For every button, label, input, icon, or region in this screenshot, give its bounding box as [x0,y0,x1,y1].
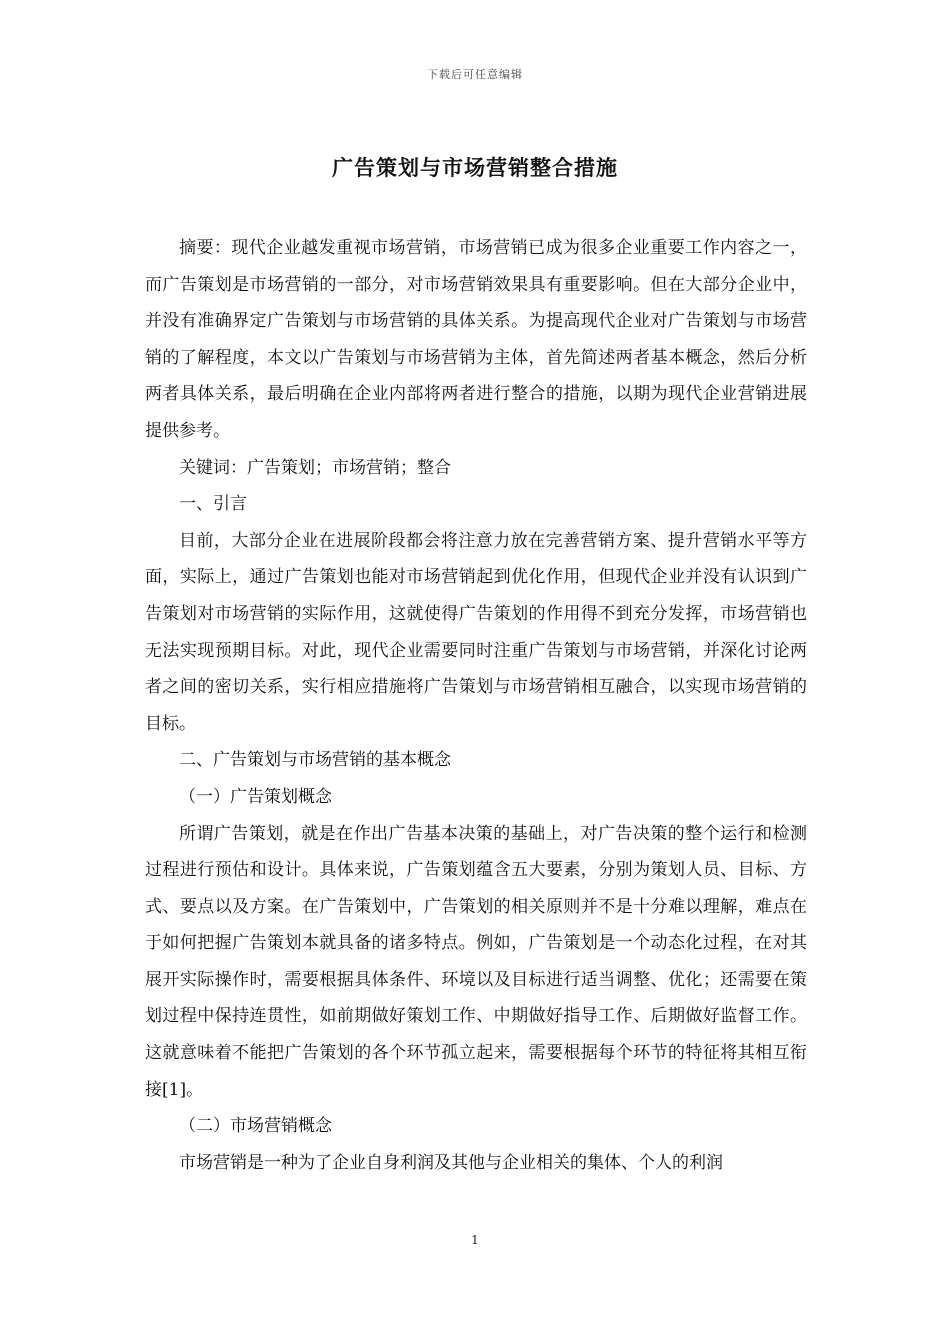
abstract-paragraph: 摘要：现代企业越发重视市场营销，市场营销已成为很多企业重要工作内容之一，而广告策划是市场营销的一部分，对市场营销效果具有重要影响。但在大部分企业中，并没有准确界定广告策划与市场营销的具体关系。为提高现代企业对广告策划与市场营销的了解程度，本文以广告策划与市场营销为主体，首先简述两者基本概念，然后分析两者具体关系，最后明确在企业内部将两者进行整合的措施，以期为现代企业营销进展提供参考。 [145,238,807,441]
document-body [145,230,807,1181]
subsection-heading-ad-planning: （一）广告策划概念 [179,786,332,807]
marketing-paragraph: 市场营销是一种为了企业自身利润及其他与企业相关的集体、个人的利润 [179,1152,723,1173]
page-number: 1 [471,1233,479,1247]
section-heading-introduction: 一、引言 [179,494,247,515]
document-title: 广告策划与市场营销整合措施 [332,155,618,180]
ad-planning-paragraph: 所谓广告策划，就是在作出广告基本决策的基础上，对广告决策的整个运行和检测过程进行预估和设计。具体来说，广告策划蕴含五大要素，分别为策划人员、目标、方式、要点以及方案。在广告策划中，广告策划的相关原则并不是十分难以理解，难点在于如何把握广告策划本就具备的诸多特点。例如，广告策划是一个动态化过程，在对其展开实际操作时，需要根据具体条件、环境以及目标进行适当调整、优化；还需要在策划过程中保持连贯性，如前期做好策划工作、中期做好指导工作、后期做好监督工作。这就意味着不能把广告策划的各个环节孤立起来，需要根据每个环节的特征将其相互衔接[1]。 [145,823,807,1100]
keywords-line: 关键词：广告策划；市场营销；整合 [179,457,451,478]
introduction-paragraph: 目前，大部分企业在进展阶段都会将注意力放在完善营销方案、提升营销水平等方面，实际上，通过广告策划也能对市场营销起到优化作用，但现代企业并没有认识到广告策划对市场营销的实际作用，这就使得广告策划的作用得不到充分发挥，市场营销也无法实现预期目标。对此，现代企业需要同时注重广告策划与市场营销，并深化讨论两者之间的密切关系，实行相应措施将广告策划与市场营销相互融合，以实现市场营销的目标。 [145,530,807,734]
section-heading-basic-concepts: 二、广告策划与市场营销的基本概念 [179,750,451,771]
subsection-heading-marketing: （二）市场营销概念 [179,1116,332,1137]
header-note: 下载后可任意编辑 [427,68,523,81]
